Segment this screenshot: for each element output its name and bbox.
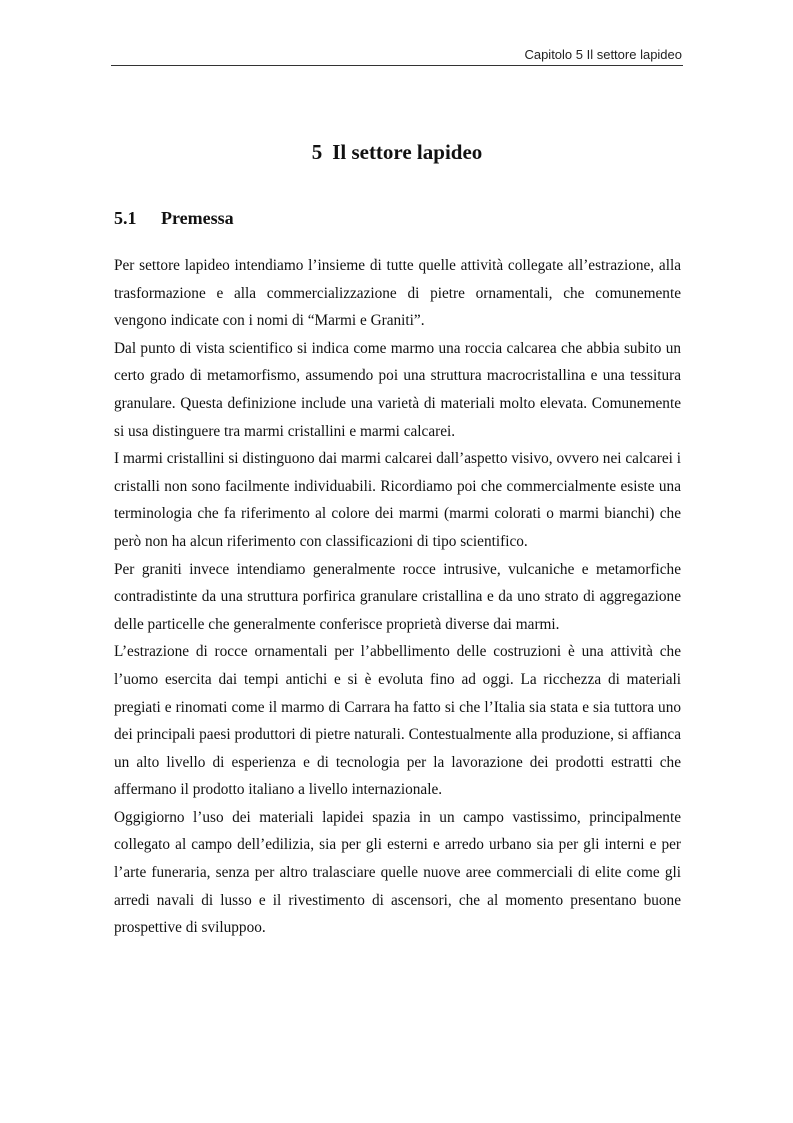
chapter-title-text: Il settore lapideo [332,140,483,164]
body-text [114,252,681,942]
running-header: Capitolo 5 Il settore lapideo [524,47,682,62]
paragraph: I marmi cristallini si distinguono dai marmi calcarei dall’aspetto visivo, ovvero nei calcarei i cristalli non sono facilmente individuabili. Ricordiamo poi che commercialmente esiste una terminologia che fa riferimento al colore dei marmi (marmi colorati o marmi bianchi) che però non ha alcun riferimento con classificazioni di tipo scientifico. [114,450,681,550]
chapter-number: 5 [311,140,323,164]
paragraph: Dal punto di vista scientifico si indica come marmo una roccia calcarea che abbia subito un certo grado di metamorfismo, assumendo poi una struttura macrocristallina e una tessitura granulare. Questa definizione include una varietà di materiali molto elevata. Comunemente si usa distinguere tra marmi cristallini e marmi calcarei. [114,339,681,440]
paragraph: L’estrazione di rocce ornamentali per l’abbellimento delle costruzioni è una attività che l’uomo esercita dai tempi antichi e si è evoluta fino ad oggi. La ricchezza di materiali pregiati e rinomati come il marmo di Carrara ha fatto si che l’Italia sia stata e sia tuttora uno dei principali paesi produttori di pietre naturali. Contestualmente alla produzione, si affianca un alto livello di esperienza e di tecnologia per la lavorazione dei prodotti estratti che affermano il prodotto italiano a livello internazionale. [114,643,681,799]
header-divider [111,65,683,66]
section-number: 5.1 [114,208,137,228]
section-title-text: Premessa [161,208,234,228]
paragraph: Oggigiorno l’uso dei materiali lapidei spazia in un campo vastissimo, principalmente collegato al campo dell’edilizia, sia per gli esterni e arredo urbano sia per gli interni e per l’arte funeraria, senza per altro tralasciare quelle nuove aree commerciali di elite come gli arredi navali di lusso e il rivestimento di ascensori, che al momento presentano buone prospettive di sviluppoo. [114,808,681,937]
paragraph: Per settore lapideo intendiamo l’insieme di tutte quelle attività collegate all’estrazione, alla trasformazione e alla commercializzazione di pietre ornamentali, che comunemente vengono indicate con i nomi di “Marmi e Graniti”. [114,257,681,330]
section-heading [114,205,234,231]
chapter-title [112,138,682,166]
paragraph: Per graniti invece intendiamo generalmente rocce intrusive, vulcaniche e metamorfiche contradistinte da una struttura porfirica granulare cristallina e da uno strato di aggregazione delle particelle che generalmente conferisce proprietà diverse dai marmi. [114,560,681,633]
